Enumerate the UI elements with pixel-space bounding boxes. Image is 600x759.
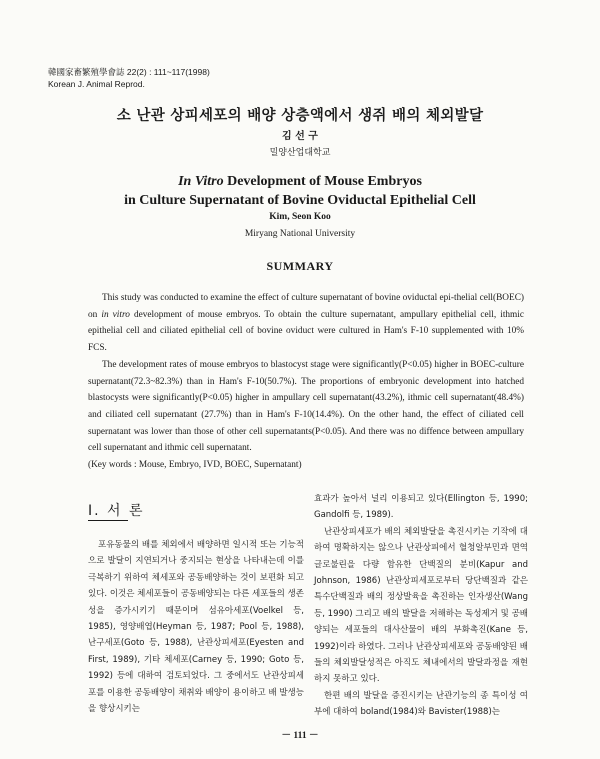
english-affiliation: Miryang National University — [244, 229, 356, 239]
english-title-italic: In Vitro — [178, 174, 224, 189]
section-heading-underline — [88, 520, 128, 521]
right-column — [314, 491, 528, 721]
korean-author: 김 선 구 — [282, 131, 318, 142]
keywords: (Key words : Mouse, Embryo, IVD, BOEC, Supernatant) — [88, 460, 302, 471]
korean-title: 소 난관 상피세포의 배양 상층액에서 생쥐 배의 체외발달 — [116, 108, 484, 124]
right-paragraph-1: 난관상피세포가 배의 체외발달을 촉진시키는 기작에 대하여 명확하지는 않으나 난관상피에서 혈청알부민과 면역글로불린을 다량 함유한 단백질의 분비(Kapur and Johnson, 1986) 난관상피세포로부터 당단백질과 같은 특수단백질과 배의 정상발육을 촉진하는 인자생산(Wang 등, 1990) 그리고 배의 발달을 저해하는 독성제거 및 공배양되는 세포들의 대사산물이 배의 부화촉진(Kane 등, 1992)이라 하였다. 그러나 난관상피세포와 공동배양된 배들의 체외발달성적은 아직도 체내에서의 발달과정을 재현하지 못하고 있다. — [314, 526, 528, 685]
english-title-line1: Development of Mouse Embryos — [223, 174, 422, 189]
korean-affiliation: 밀양산업대학교 — [269, 148, 331, 158]
section-heading-introduction — [88, 500, 145, 520]
journal-citation: 韓國家畜繁殖學會誌 22(2) : 111~117(1998) — [48, 67, 210, 77]
summary-p1-text-a: This study was conducted to examine the effect of culture supernatant of bovine oviductal epi-thelial cell(BOEC) on — [88, 293, 524, 320]
journal-header — [48, 66, 210, 90]
summary-p1-italic: in vitro — [101, 309, 130, 320]
section-heading-text: I. 서 론 — [88, 503, 145, 519]
page-number: － 111 － — [281, 731, 319, 741]
english-author: Kim, Seon Koo — [269, 212, 331, 222]
summary-p1-text-b: development of mouse embryos. To obtain the culture supernatant, ampullary epithelial cell, ithmic epithelial cell and ciliated epithelial cell of bovine oviduct were cultured in Ham's F-10 supplemented with 10% FCS. — [88, 309, 524, 354]
left-paragraph-1: 포유동물의 배를 체외에서 배양하면 일시적 또는 기능적으로 발달이 지연되거나 중지되는 현상을 나타내는데 이를 극복하기 위하여 체세포와 공동배양하는 것이 보편화 되고 있다. 이것은 체세포들이 공동배양되는 다른 세포들의 생존성을 증가시키기 때문이며 섬유아세포(Voelkel 등, 1985), 영양배엽(Heyman 등, 1987; Pool 등, 1988), 난구세포(Goto 등, 1988), 난관상피세포(Eyesten and First, 1989), 기타 체세포(Carney 등, 1990; Goto 등, 1992) 등에 대하여 검토되었다. 그 중에서도 난관상피세포를 이용한 공동배양이 채취와 배양이 용이하고 배 발생능을 향상시키는 — [88, 540, 304, 715]
right-paragraph-2: 한편 배의 발달을 증진시키는 난관기능의 종 특이성 여부에 대하여 boland(1984)와 Bavister(1988)는 — [314, 690, 528, 718]
summary-paragraph-2: The development rates of mouse embryos to blastocyst stage were significantly(P<0.05) higher in BOEC-culture supernatant(72.3~82.3%) than in Ham's F-10(50.7%). The proportions of embryonic development into hatched blastocysts were significantly(P<0.05) higher in ampullary cell supernatant(43.2%), ithmic cell supernatant(48.4%) and ciliated cell supernatant (27.7%) than in Ham's F-10(14.4%). On the other hand, the effect of ciliated cell supernatant was lower than those of other cell supernatants(P<0.05). And there was no diffence between ampullary cell supernatant and ithmic cell supernatant. — [88, 359, 524, 454]
summary-paragraph-1 — [88, 290, 524, 357]
summary-body — [88, 290, 524, 474]
right-paragraph-continued: 효과가 높아서 널리 이용되고 있다(Ellington 등, 1990; Gandolfi 등, 1989). — [314, 494, 528, 521]
summary-heading: SUMMARY — [266, 259, 334, 273]
english-title — [0, 172, 600, 210]
left-column — [88, 537, 304, 717]
english-title-line2: in Culture Supernatant of Bovine Oviductal Epithelial Cell — [124, 193, 476, 208]
journal-name-english: Korean J. Animal Reprod. — [48, 79, 145, 89]
